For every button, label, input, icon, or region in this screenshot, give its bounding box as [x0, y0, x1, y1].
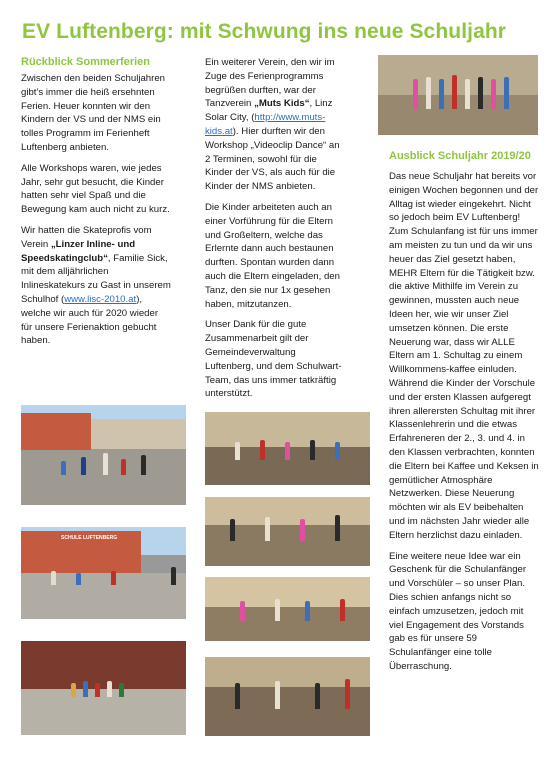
column-tanzverein [205, 56, 345, 408]
photo-skate-3 [21, 641, 186, 735]
column-ausblick [389, 170, 539, 681]
photo-dance-2 [205, 497, 370, 566]
link-lisc[interactable]: www.lisc-2010.at [64, 293, 137, 305]
photo-skate-1 [21, 405, 186, 505]
photo-skate-2 [21, 527, 186, 619]
club-name: „Muts Kids“ [254, 98, 310, 110]
paragraph: Eine weitere neue Idee war ein Geschenk für die Schulanfänger und Vorschüler – so unser Plan. Dies schien anfangs nicht so einfach umzusetzen, jedoch mit viel Engagement des Vorstands gab es für unsere 59 Schulanfänger eine tolle Überraschung. [389, 550, 527, 672]
paragraph: Das neue Schuljahr hat bereits vor einigen Wochen begonnen und der Alltag ist wieder eingekehrt. Nicht so jedoch beim EV Luftenberg! Zum Schulanfang ist für uns immer am meisten zu tun und da wir uns heuer das Ziel gesetzt haben, MEHR Eltern für die Tätigkeit bzw. die aktive Mithilfe im Verein zu gewinnen, mussten auch neue Ideen her, wie wir unser Ziel umsetzen können. Die erste Neuerung war, dass wir ALLE Eltern am 1. Schultag zu einem Willkommens-kaffee einluden. Während die Kinder der Vorschule und der ersten Klassen aufgeregt ihren allerersten Schultag mit ihrer Klassenlehrerin und die etwas Erfahreneren der 2., 3. und 4. in den Klassen verbrachten, konnten die Eltern bei Kaffee und Keksen in gemütlicher Atmosphäre Netzwerken. Diese Neuerung möchten wir als EV beibehalten und im nächsten Jahr wieder alle Eltern herzlichst dazu einladen. [389, 171, 539, 541]
photo-group-gym [378, 55, 538, 135]
paragraph: Ein weiterer Verein, den wir im Zuge des Ferienprogramms begrüßen durften, war der Tanzverein „Muts Kids“, Linz Solar City, (http://www.muts-kids.at). Hier durften wir den Workshop „Videoclip Dance“ an 2 Terminen, sowohl für die Kinder der VS, als auch für die Kinder der NMS anbieten. [205, 57, 340, 193]
link-muts-kids[interactable]: http://www.muts-kids.at [205, 112, 326, 137]
photo-dance-4 [205, 657, 370, 736]
column-rueckblick [21, 72, 171, 355]
photo-dance-3 [205, 577, 370, 641]
heading-rueckblick: Rückblick Sommerferien [21, 56, 150, 68]
heading-ausblick: Ausblick Schuljahr 2019/20 [389, 150, 531, 162]
school-sign: SCHULE LUFTENBERG [61, 535, 118, 541]
paragraph: Die Kinder arbeiteten auch an einer Vorführung für die Eltern und Großeltern, welche das Erlernte dann auch bestaunen durften. Spontan wurden dann auch die Eltern eingeladen, den Tanz, den sie nur 1x gesehen haben, mitzutanzen. [205, 201, 340, 310]
club-name: „Linzer Inline- und Speedskatingclub“ [21, 238, 136, 264]
paragraph: Unser Dank für die gute Zusammenarbeit gilt der Gemeindeverwaltung Luftenberg, und dem Schulwart-Team, das uns immer tatkräftig unterstützt. [205, 319, 342, 400]
photo-dance-1 [205, 412, 370, 485]
paragraph: Wir hatten die Skateprofis vom Verein „Linzer Inline- und Speedskatingclub“, Familie Sick, mit dem alljährlichen Inlineskatekurs zu Gast in unserem Schulhof (www.lisc-2010.at), welche wir auch für 2020 wieder für unsere Ferienaktion gebucht haben. [21, 224, 171, 347]
paragraph: Zwischen den beiden Schuljahren gibt’s immer die heiß ersehnten Ferien. Heuer konnten wir den Kindern der VS und der NMS ein tolles Programm im Ferienheft Luftenberg anbieten. [21, 73, 165, 153]
page-title: EV Luftenberg: mit Schwung ins neue Schuljahr [22, 20, 507, 43]
paragraph: Alle Workshops waren, wie jedes Jahr, sehr gut besucht, die Kinder hatten sehr viel Spaß und die Bewegung kam auch nicht zu kurz. [21, 162, 170, 216]
